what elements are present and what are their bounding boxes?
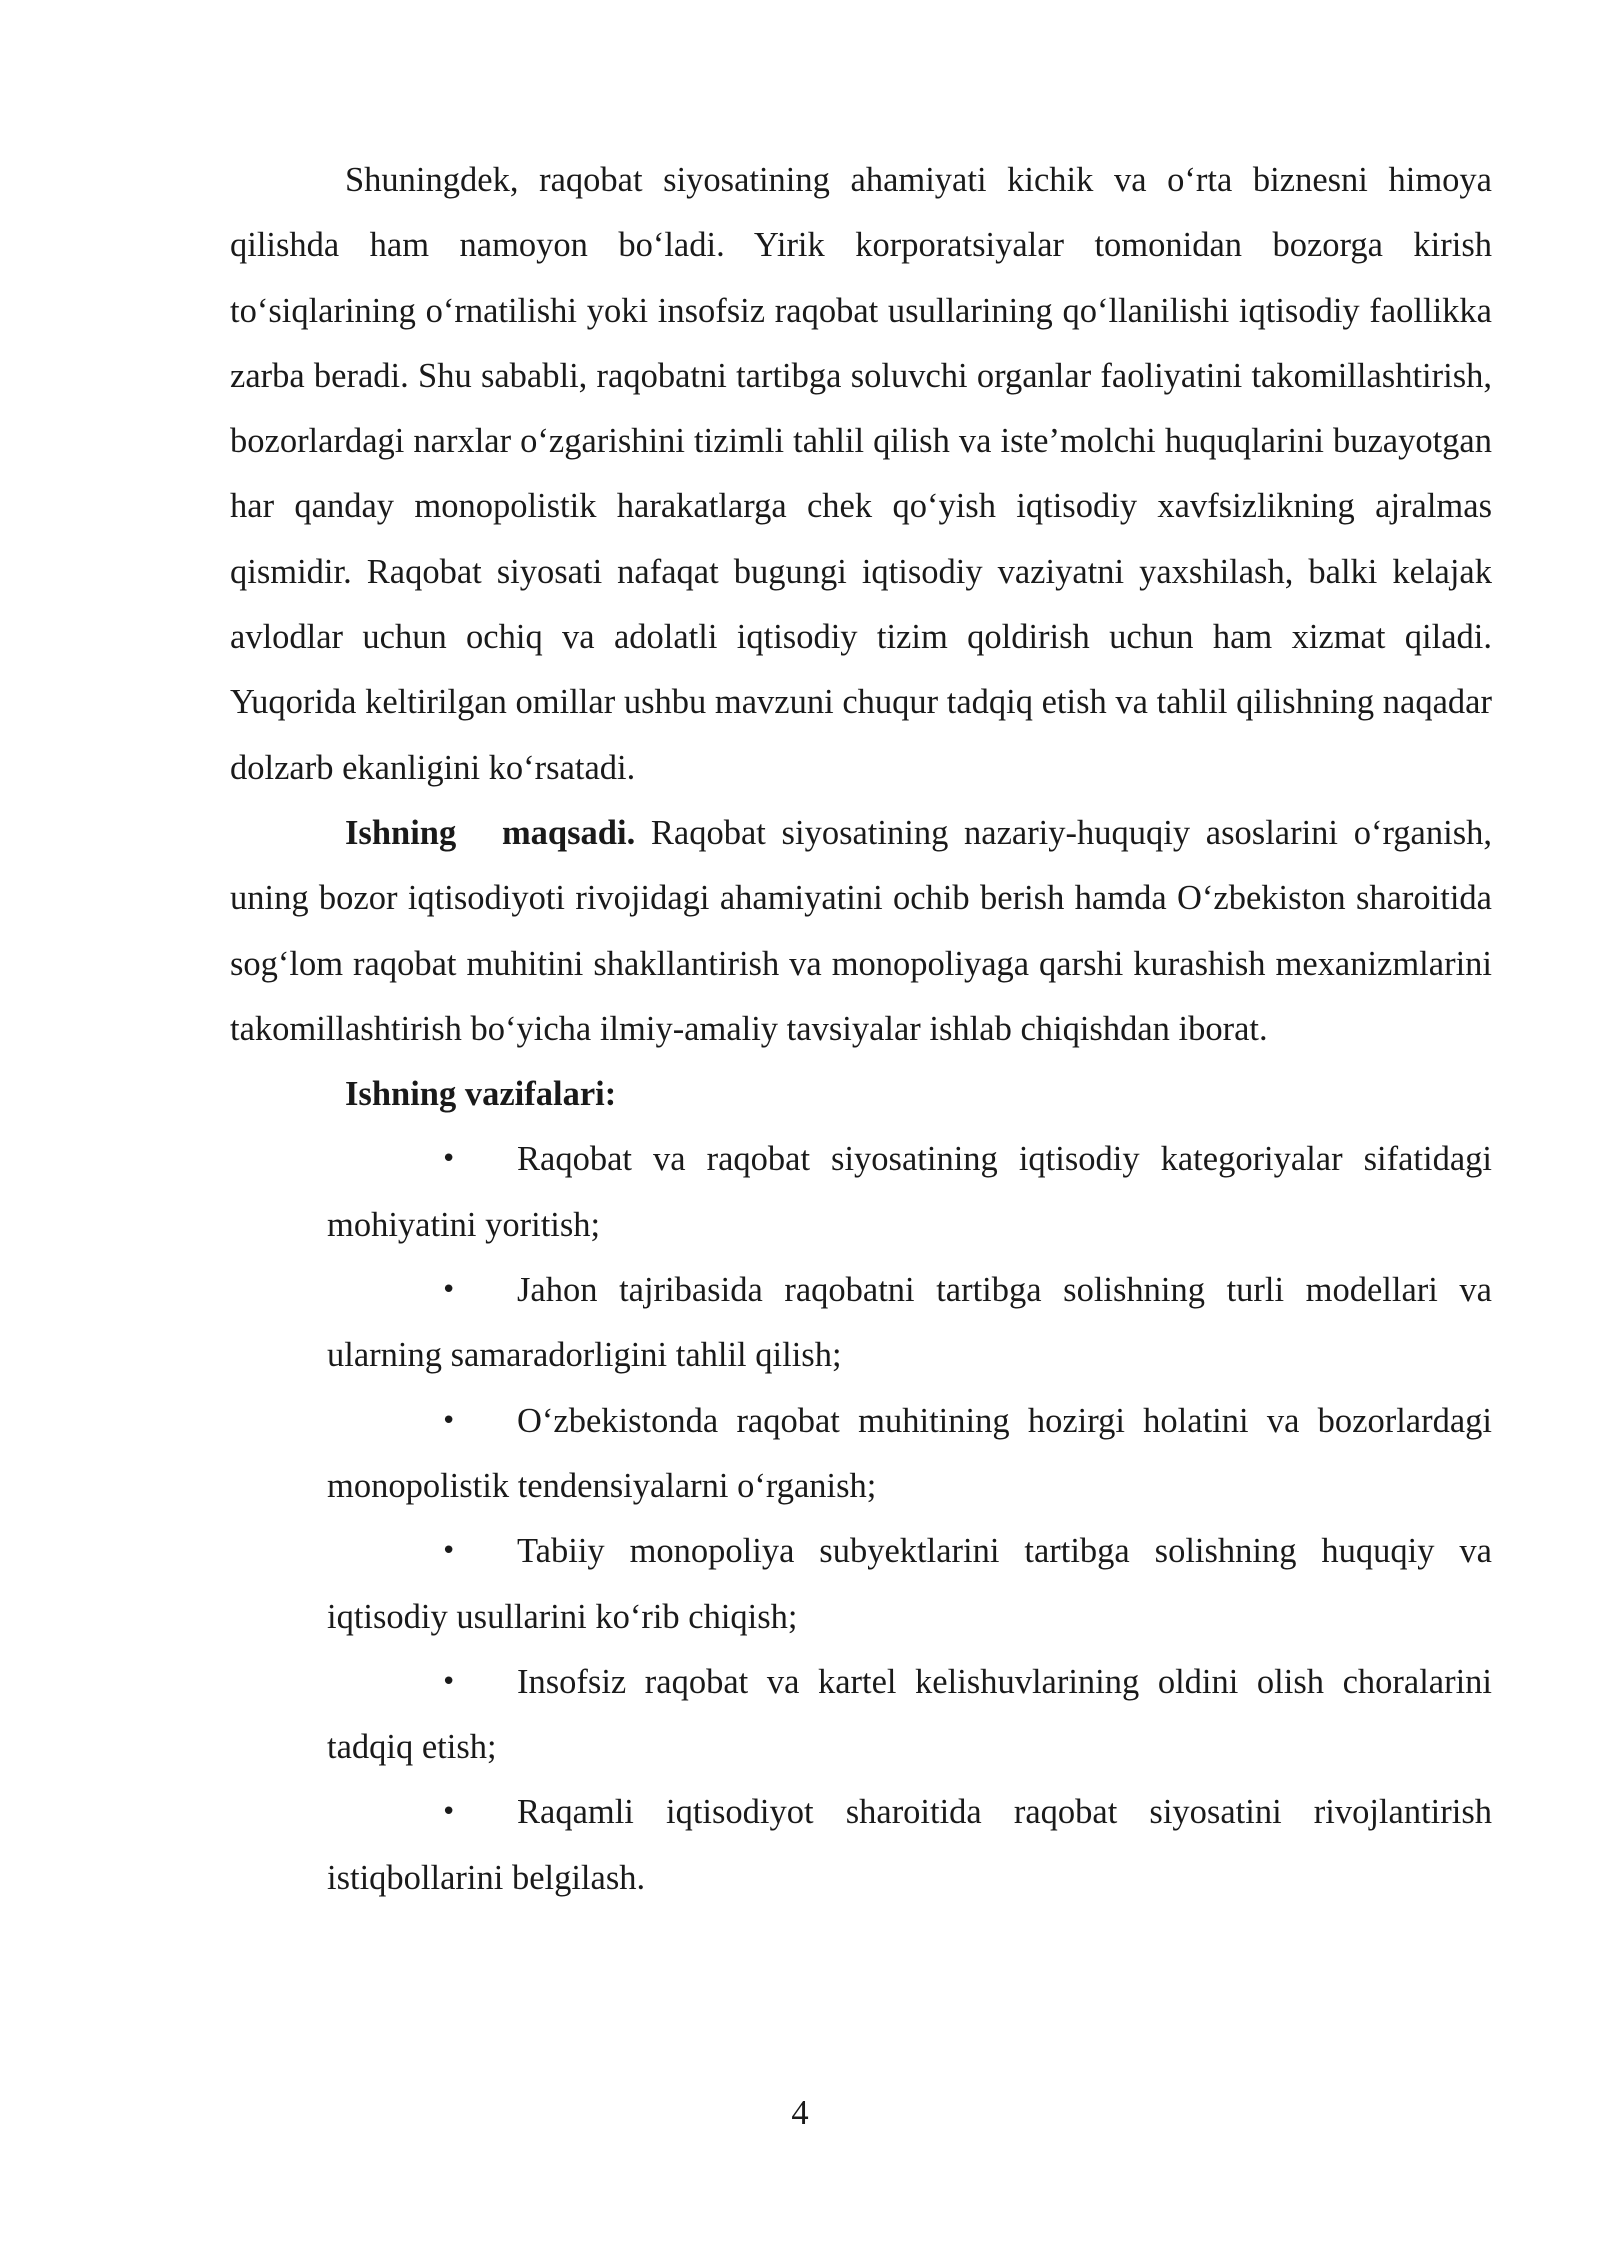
- intro-paragraph: Shuningdek, raqobat siyosatining ahamiyati kichik va o‘rta biznesni himoya qilishda ham namoyon bo‘ladi. Yirik korporatsiyalar tomonidan bozorga kirish to‘siqlarining o‘rnatilishi yoki insofsiz raqobat usullarining qo‘llanilishi iqtisodiy faollikka zarba beradi. Shu sababli, raqobatni tartibga soluvchi organlar faoliyatini takomillashtirish, bozorlardagi narxlar o‘zgarishini tizimli tahlil qilish va iste’molchi huquqlarini buzayotgan har qanday monopolistik harakatlarga chek qo‘yish iqtisodiy xavfsizlikning ajralmas qismidir. Raqobat siyosati nafaqat bugungi iqtisodiy vaziyatni yaxshilash, balki kelajak avlodlar uchun ochiq va adolatli iqtisodiy tizim qoldirish uchun ham xizmat qiladi. Yuqorida keltirilgan omillar ushbu mavzuni chuqur tadqiq etish va tahlil qilishning naqadar dolzarb ekanligini ko‘rsatadi.: [230, 161, 1492, 787]
- task-text: Insofsiz raqobat va kartel kelishuvlarining oldini olish choralarini tadqiq etish;: [327, 1662, 1492, 1767]
- page-number: 4: [791, 2094, 809, 2132]
- task-text: Raqamli iqtisodiyot sharoitida raqobat siyosatini rivojlantirish istiqbollarini belgilash.: [327, 1793, 1492, 1897]
- task-text: Jahon tajribasida raqobatni tartibga solishning turli modellari va ularning samaradorligini tahlil qilish;: [327, 1271, 1492, 1375]
- bullet-icon: •: [441, 1536, 457, 1567]
- task-text: Tabiiy monopoliya subyektlarini tartibga solishning huquqiy va iqtisodiy usullarini ko‘rib chiqish;: [327, 1532, 1492, 1636]
- bullet-icon: •: [441, 1666, 457, 1697]
- document-page: [230, 148, 1492, 1911]
- bullet-icon: •: [441, 1405, 457, 1436]
- goal-label: Ishning maqsadi.: [345, 813, 636, 852]
- goal-paragraph: [230, 801, 1492, 1062]
- task-item: [327, 1780, 1492, 1911]
- task-item: [327, 1389, 1492, 1520]
- tasks-heading: Ishning vazifalari:: [345, 1075, 617, 1114]
- task-item: [327, 1650, 1492, 1781]
- tasks-list: [230, 1127, 1492, 1911]
- task-item: [327, 1127, 1492, 1258]
- task-text: O‘zbekistonda raqobat muhitining hozirgi holatini va bozorlardagi monopolistik tendensiyalarni o‘rganish;: [327, 1401, 1492, 1505]
- goal-text: Raqobat siyosatining nazariy-huquqiy asoslarini o‘rganish, uning bozor iqtisodiyoti rivojidagi ahamiyatini ochib berish hamda O‘zbekiston sharoitida sog‘lom raqobat muhitini shakllantirish va monopoliyaga qarshi kurashish mexanizmlarini takomillashtirish bo‘yicha ilmiy-amaliy tavsiyalar ishlab chiqishdan iborat.: [230, 813, 1493, 1048]
- bullet-icon: •: [441, 1144, 457, 1175]
- task-text: Raqobat va raqobat siyosatining iqtisodiy kategoriyalar sifatidagi mohiyatini yoritish;: [327, 1140, 1492, 1244]
- bullet-icon: •: [441, 1797, 457, 1828]
- task-item: [327, 1258, 1492, 1389]
- task-item: [327, 1519, 1492, 1650]
- bullet-icon: •: [441, 1275, 457, 1306]
